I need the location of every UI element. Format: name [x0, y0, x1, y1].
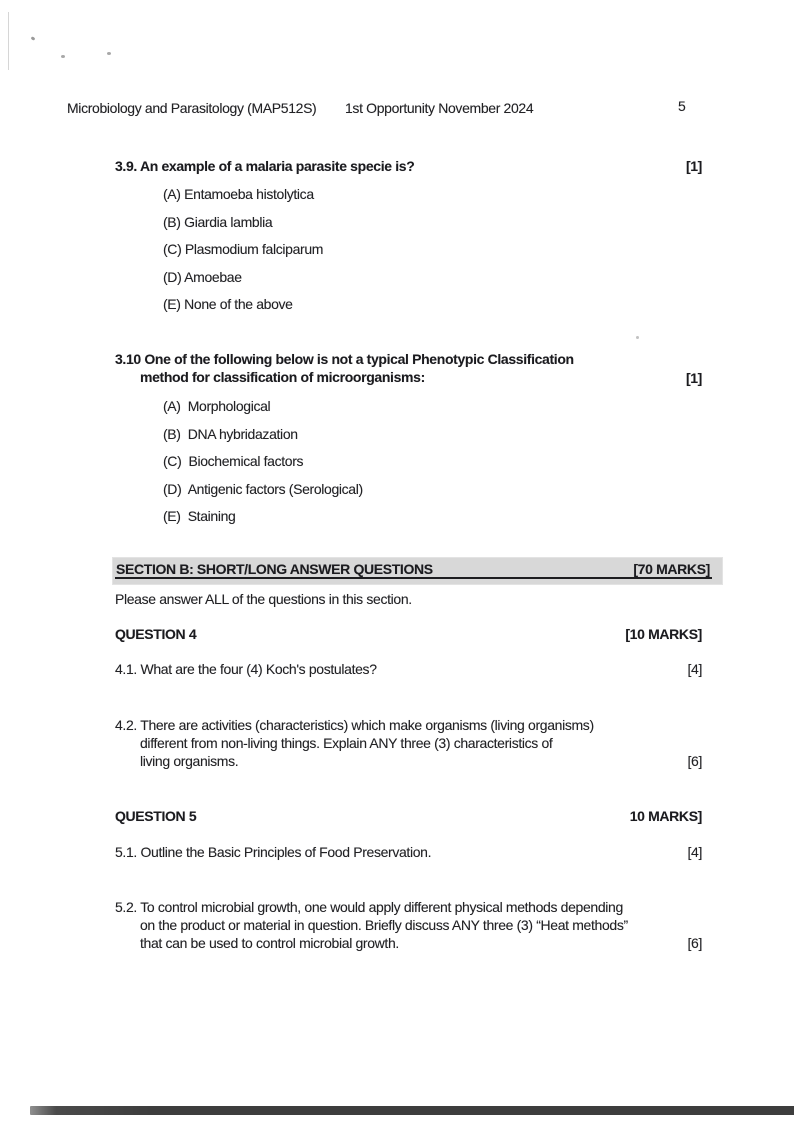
section-b-title: SECTION B: SHORT/LONG ANSWER QUESTIONS: [116, 561, 433, 577]
section-b-marks: [70 MARKS]: [633, 561, 710, 577]
question-4-1-text: 4.1. What are the four (4) Koch's postulates?: [115, 661, 377, 677]
question-5-2-line1: 5.2. To control microbial growth, one would apply different physical methods depending: [115, 899, 623, 915]
question-5-title: QUESTION 5: [115, 808, 197, 824]
question-3-10-marks: [1]: [685, 370, 702, 386]
option-a: (A) Entamoeba histolytica: [163, 186, 314, 202]
scan-edge-line: [8, 12, 9, 70]
question-4-1-marks: [4]: [687, 661, 702, 677]
option-d: (D) Amoebae: [163, 269, 242, 285]
scan-speck: [636, 336, 639, 339]
scan-speck: [107, 52, 111, 55]
header-course-title: Microbiology and Parasitology (MAP512S): [67, 100, 317, 116]
question-4-2-marks: [6]: [687, 753, 702, 769]
page-number: 5: [678, 98, 686, 114]
scan-bottom-edge-bar: [30, 1106, 794, 1115]
question-4-marks: [10 MARKS]: [625, 626, 702, 642]
question-5-2-line3: that can be used to control microbial growth.: [140, 935, 399, 951]
question-5-2-line2: on the product or material in question. Briefly discuss ANY three (3) “Heat methods”: [140, 917, 628, 933]
option-b: (B) DNA hybridazation: [163, 426, 298, 442]
question-5-1-marks: [4]: [687, 844, 702, 860]
question-4-2-line1: 4.2. There are activities (characteristics) which make organisms (living organisms): [115, 717, 594, 733]
question-5-1-text: 5.1. Outline the Basic Principles of Food Preservation.: [115, 844, 432, 860]
scan-speck: [31, 36, 36, 41]
option-c: (C) Biochemical factors: [163, 453, 304, 469]
question-3-9-stem: 3.9. An example of a malaria parasite specie is?: [115, 158, 415, 174]
question-3-10-stem-line2: method for classification of microorganisms:: [140, 369, 425, 385]
question-5-marks: 10 MARKS]: [629, 808, 702, 824]
section-b-instruction: Please answer ALL of the questions in this section.: [115, 591, 412, 607]
option-d: (D) Antigenic factors (Serological): [163, 481, 363, 497]
question-4-2-line2: different from non-living things. Explain ANY three (3) characteristics of: [140, 735, 553, 751]
option-c: (C) Plasmodium falciparum: [163, 241, 324, 257]
question-5-2-marks: [6]: [687, 935, 702, 951]
header-session: 1st Opportunity November 2024: [345, 100, 534, 116]
option-b: (B) Giardia lamblia: [163, 214, 273, 230]
question-3-10-stem-line1: 3.10 One of the following below is not a typical Phenotypic Classification: [115, 351, 574, 367]
option-e: (E) Staining: [163, 508, 236, 524]
question-4-title: QUESTION 4: [115, 626, 197, 642]
option-a: (A) Morphological: [163, 398, 271, 414]
question-3-9-marks: [1]: [685, 158, 702, 174]
section-b-underline: [115, 577, 712, 579]
option-e: (E) None of the above: [163, 296, 293, 312]
section-b-header-bar: [113, 558, 722, 584]
question-4-2-line3: living organisms.: [140, 753, 239, 769]
scan-speck: [61, 55, 65, 58]
